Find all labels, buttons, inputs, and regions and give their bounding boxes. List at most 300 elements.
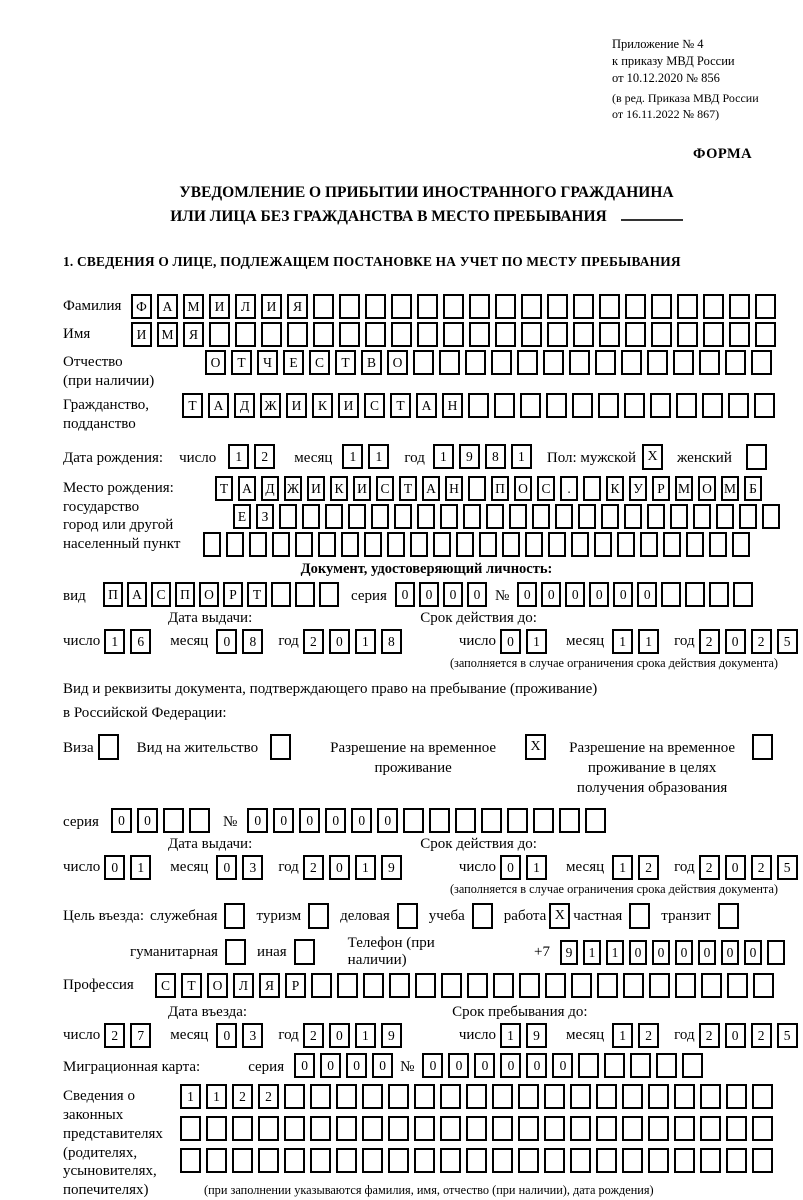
char-cell[interactable] [570, 1148, 591, 1173]
char-cell[interactable] [492, 1148, 513, 1173]
char-cell[interactable] [433, 532, 451, 557]
char-cell[interactable] [548, 532, 566, 557]
char-cell[interactable]: 1 [355, 629, 376, 654]
char-cell[interactable]: 9 [560, 940, 578, 965]
char-cell[interactable]: 0 [448, 1053, 469, 1078]
char-cell[interactable] [675, 973, 696, 998]
char-cell[interactable]: 3 [242, 1023, 263, 1048]
char-cell[interactable] [389, 973, 410, 998]
char-cell[interactable] [596, 1116, 617, 1141]
char-cell[interactable] [622, 1084, 643, 1109]
char-cell[interactable] [604, 1053, 625, 1078]
char-cell[interactable] [519, 973, 540, 998]
char-cell[interactable]: А [127, 582, 147, 607]
char-cell[interactable] [739, 504, 757, 529]
char-cell[interactable] [336, 1116, 357, 1141]
char-cell[interactable] [279, 504, 297, 529]
char-cell[interactable] [544, 1084, 565, 1109]
char-cell[interactable] [371, 504, 389, 529]
char-cell[interactable]: 9 [381, 1023, 402, 1048]
char-cell[interactable]: 2 [232, 1084, 253, 1109]
char-cell[interactable]: А [208, 393, 229, 418]
char-cell[interactable] [180, 1116, 201, 1141]
char-cell[interactable] [271, 582, 291, 607]
char-cell[interactable]: Д [261, 476, 279, 501]
char-cell[interactable] [752, 1084, 773, 1109]
char-cell[interactable] [622, 1116, 643, 1141]
char-cell[interactable] [601, 504, 619, 529]
char-cell[interactable] [751, 350, 772, 375]
char-cell[interactable]: 5 [777, 855, 798, 880]
char-cell[interactable] [623, 973, 644, 998]
char-cell[interactable]: 2 [638, 1023, 659, 1048]
char-cell[interactable]: А [238, 476, 256, 501]
char-cell[interactable]: И [353, 476, 371, 501]
char-cell[interactable] [726, 1148, 747, 1173]
char-cell[interactable] [733, 582, 753, 607]
char-cell[interactable]: Р [285, 973, 306, 998]
char-cell[interactable] [491, 350, 512, 375]
char-cell[interactable] [336, 1148, 357, 1173]
char-cell[interactable] [755, 294, 776, 319]
char-cell[interactable]: 5 [777, 629, 798, 654]
char-cell[interactable] [677, 294, 698, 319]
char-cell[interactable] [325, 504, 343, 529]
char-cell[interactable] [507, 808, 528, 833]
char-cell[interactable]: 1 [500, 1023, 521, 1048]
char-cell[interactable]: 0 [377, 808, 398, 833]
char-cell[interactable]: 0 [526, 1053, 547, 1078]
char-cell[interactable]: Т [231, 350, 252, 375]
residence-permit-checkbox[interactable] [270, 734, 291, 760]
char-cell[interactable] [348, 504, 366, 529]
char-cell[interactable]: И [131, 322, 152, 347]
char-cell[interactable]: 2 [638, 855, 659, 880]
char-cell[interactable] [729, 322, 750, 347]
char-cell[interactable]: 1 [612, 855, 633, 880]
char-cell[interactable] [362, 1116, 383, 1141]
char-cell[interactable] [647, 504, 665, 529]
char-cell[interactable] [365, 294, 386, 319]
char-cell[interactable]: 0 [552, 1053, 573, 1078]
char-cell[interactable]: 2 [303, 855, 324, 880]
char-cell[interactable] [570, 1116, 591, 1141]
char-cell[interactable] [363, 973, 384, 998]
char-cell[interactable]: Н [442, 393, 463, 418]
char-cell[interactable] [755, 322, 776, 347]
char-cell[interactable] [752, 1116, 773, 1141]
char-cell[interactable] [693, 504, 711, 529]
char-cell[interactable]: 2 [254, 444, 275, 469]
char-cell[interactable] [676, 393, 697, 418]
char-cell[interactable]: С [364, 393, 385, 418]
char-cell[interactable] [272, 532, 290, 557]
char-cell[interactable] [640, 532, 658, 557]
char-cell[interactable] [647, 350, 668, 375]
char-cell[interactable]: 1 [526, 855, 547, 880]
char-cell[interactable]: 2 [751, 629, 772, 654]
char-cell[interactable] [387, 532, 405, 557]
char-cell[interactable]: В [361, 350, 382, 375]
char-cell[interactable] [686, 532, 704, 557]
char-cell[interactable] [709, 532, 727, 557]
char-cell[interactable] [388, 1084, 409, 1109]
char-cell[interactable] [596, 1148, 617, 1173]
char-cell[interactable] [163, 808, 184, 833]
char-cell[interactable] [440, 1148, 461, 1173]
char-cell[interactable] [486, 504, 504, 529]
char-cell[interactable] [594, 532, 612, 557]
char-cell[interactable]: Д [234, 393, 255, 418]
char-cell[interactable]: Т [215, 476, 233, 501]
char-cell[interactable] [651, 322, 672, 347]
char-cell[interactable] [726, 1084, 747, 1109]
char-cell[interactable]: 1 [511, 444, 532, 469]
char-cell[interactable]: 0 [721, 940, 739, 965]
char-cell[interactable] [555, 504, 573, 529]
char-cell[interactable] [677, 322, 698, 347]
char-cell[interactable] [502, 532, 520, 557]
char-cell[interactable] [429, 808, 450, 833]
char-cell[interactable]: П [103, 582, 123, 607]
char-cell[interactable]: О [698, 476, 716, 501]
char-cell[interactable] [573, 322, 594, 347]
char-cell[interactable]: 3 [242, 855, 263, 880]
char-cell[interactable] [180, 1148, 201, 1173]
char-cell[interactable]: . [560, 476, 578, 501]
char-cell[interactable] [670, 504, 688, 529]
char-cell[interactable] [762, 504, 780, 529]
char-cell[interactable] [597, 973, 618, 998]
char-cell[interactable] [624, 393, 645, 418]
char-cell[interactable] [403, 808, 424, 833]
char-cell[interactable] [682, 1053, 703, 1078]
char-cell[interactable]: 5 [777, 1023, 798, 1048]
char-cell[interactable]: С [309, 350, 330, 375]
char-cell[interactable]: 1 [526, 629, 547, 654]
char-cell[interactable] [336, 1084, 357, 1109]
char-cell[interactable] [663, 532, 681, 557]
char-cell[interactable] [753, 973, 774, 998]
char-cell[interactable]: С [537, 476, 555, 501]
char-cell[interactable] [362, 1148, 383, 1173]
char-cell[interactable] [337, 973, 358, 998]
sex-male-checkbox[interactable]: X [642, 444, 663, 470]
char-cell[interactable] [414, 1084, 435, 1109]
char-cell[interactable]: 9 [526, 1023, 547, 1048]
char-cell[interactable]: С [151, 582, 171, 607]
char-cell[interactable]: О [205, 350, 226, 375]
char-cell[interactable]: 1 [368, 444, 389, 469]
char-cell[interactable] [249, 532, 267, 557]
char-cell[interactable] [729, 294, 750, 319]
char-cell[interactable]: 2 [303, 1023, 324, 1048]
char-cell[interactable]: Ф [131, 294, 152, 319]
char-cell[interactable] [585, 808, 606, 833]
char-cell[interactable] [572, 393, 593, 418]
char-cell[interactable] [518, 1148, 539, 1173]
char-cell[interactable] [413, 350, 434, 375]
char-cell[interactable]: 0 [395, 582, 415, 607]
char-cell[interactable] [466, 1148, 487, 1173]
char-cell[interactable]: Ч [257, 350, 278, 375]
char-cell[interactable] [410, 532, 428, 557]
char-cell[interactable] [578, 1053, 599, 1078]
char-cell[interactable]: К [606, 476, 624, 501]
char-cell[interactable] [311, 973, 332, 998]
char-cell[interactable] [520, 393, 541, 418]
char-cell[interactable]: И [261, 294, 282, 319]
char-cell[interactable]: 0 [216, 1023, 237, 1048]
char-cell[interactable] [673, 350, 694, 375]
char-cell[interactable] [595, 350, 616, 375]
char-cell[interactable] [494, 393, 515, 418]
char-cell[interactable] [468, 476, 486, 501]
char-cell[interactable]: 2 [258, 1084, 279, 1109]
char-cell[interactable] [509, 504, 527, 529]
char-cell[interactable] [206, 1116, 227, 1141]
char-cell[interactable]: Т [399, 476, 417, 501]
char-cell[interactable]: 0 [652, 940, 670, 965]
char-cell[interactable]: Т [335, 350, 356, 375]
char-cell[interactable] [517, 350, 538, 375]
char-cell[interactable]: О [387, 350, 408, 375]
char-cell[interactable]: Б [744, 476, 762, 501]
char-cell[interactable] [415, 973, 436, 998]
char-cell[interactable] [599, 322, 620, 347]
char-cell[interactable] [625, 322, 646, 347]
char-cell[interactable] [284, 1116, 305, 1141]
char-cell[interactable]: 0 [541, 582, 561, 607]
char-cell[interactable] [732, 532, 750, 557]
char-cell[interactable]: 1 [612, 1023, 633, 1048]
char-cell[interactable]: 0 [675, 940, 693, 965]
char-cell[interactable] [466, 1084, 487, 1109]
char-cell[interactable] [310, 1116, 331, 1141]
char-cell[interactable] [235, 322, 256, 347]
purpose-commercial-checkbox[interactable] [397, 903, 418, 929]
char-cell[interactable]: Л [235, 294, 256, 319]
char-cell[interactable] [648, 1084, 669, 1109]
char-cell[interactable] [341, 532, 359, 557]
char-cell[interactable] [287, 322, 308, 347]
char-cell[interactable] [617, 532, 635, 557]
char-cell[interactable]: 0 [474, 1053, 495, 1078]
char-cell[interactable] [545, 973, 566, 998]
char-cell[interactable] [209, 322, 230, 347]
char-cell[interactable] [479, 532, 497, 557]
char-cell[interactable] [439, 350, 460, 375]
char-cell[interactable] [703, 322, 724, 347]
char-cell[interactable] [295, 582, 315, 607]
char-cell[interactable]: 0 [320, 1053, 341, 1078]
char-cell[interactable] [463, 504, 481, 529]
char-cell[interactable]: 8 [485, 444, 506, 469]
char-cell[interactable] [571, 973, 592, 998]
char-cell[interactable] [362, 1084, 383, 1109]
char-cell[interactable] [388, 1148, 409, 1173]
char-cell[interactable]: 2 [699, 855, 720, 880]
char-cell[interactable] [465, 350, 486, 375]
char-cell[interactable]: 1 [342, 444, 363, 469]
char-cell[interactable]: М [183, 294, 204, 319]
char-cell[interactable] [391, 322, 412, 347]
char-cell[interactable]: П [491, 476, 509, 501]
char-cell[interactable] [440, 504, 458, 529]
char-cell[interactable] [702, 393, 723, 418]
char-cell[interactable]: К [312, 393, 333, 418]
char-cell[interactable] [709, 582, 729, 607]
char-cell[interactable]: 8 [381, 629, 402, 654]
char-cell[interactable]: 0 [299, 808, 320, 833]
char-cell[interactable]: 0 [329, 1023, 350, 1048]
char-cell[interactable]: 8 [242, 629, 263, 654]
char-cell[interactable] [625, 294, 646, 319]
char-cell[interactable] [651, 294, 672, 319]
char-cell[interactable]: 0 [517, 582, 537, 607]
char-cell[interactable] [232, 1148, 253, 1173]
purpose-transit-checkbox[interactable] [718, 903, 739, 929]
char-cell[interactable] [313, 294, 334, 319]
char-cell[interactable] [493, 973, 514, 998]
char-cell[interactable]: 2 [699, 629, 720, 654]
char-cell[interactable]: 0 [443, 582, 463, 607]
char-cell[interactable]: О [199, 582, 219, 607]
char-cell[interactable] [596, 1084, 617, 1109]
char-cell[interactable]: 0 [725, 629, 746, 654]
char-cell[interactable]: Р [223, 582, 243, 607]
char-cell[interactable] [650, 393, 671, 418]
temp-residence-checkbox[interactable]: X [525, 734, 546, 760]
char-cell[interactable] [700, 1084, 721, 1109]
char-cell[interactable]: 0 [329, 629, 350, 654]
char-cell[interactable]: 1 [606, 940, 624, 965]
char-cell[interactable]: А [157, 294, 178, 319]
char-cell[interactable] [339, 322, 360, 347]
char-cell[interactable]: 0 [111, 808, 132, 833]
char-cell[interactable] [189, 808, 210, 833]
char-cell[interactable] [525, 532, 543, 557]
char-cell[interactable]: Н [445, 476, 463, 501]
char-cell[interactable]: М [157, 322, 178, 347]
char-cell[interactable] [258, 1148, 279, 1173]
char-cell[interactable]: С [376, 476, 394, 501]
char-cell[interactable]: О [514, 476, 532, 501]
char-cell[interactable] [226, 532, 244, 557]
char-cell[interactable]: 2 [751, 1023, 772, 1048]
char-cell[interactable] [685, 582, 705, 607]
char-cell[interactable]: 6 [130, 629, 151, 654]
char-cell[interactable]: К [330, 476, 348, 501]
sex-female-checkbox[interactable] [746, 444, 767, 470]
char-cell[interactable]: 0 [725, 855, 746, 880]
char-cell[interactable] [727, 973, 748, 998]
char-cell[interactable]: 0 [351, 808, 372, 833]
char-cell[interactable]: 1 [104, 629, 125, 654]
char-cell[interactable] [630, 1053, 651, 1078]
purpose-private-checkbox[interactable] [629, 903, 650, 929]
char-cell[interactable] [319, 582, 339, 607]
char-cell[interactable] [700, 1148, 721, 1173]
char-cell[interactable] [443, 322, 464, 347]
char-cell[interactable] [754, 393, 775, 418]
char-cell[interactable]: 0 [294, 1053, 315, 1078]
char-cell[interactable] [547, 322, 568, 347]
char-cell[interactable]: 0 [744, 940, 762, 965]
char-cell[interactable] [443, 294, 464, 319]
char-cell[interactable] [547, 294, 568, 319]
char-cell[interactable] [544, 1116, 565, 1141]
char-cell[interactable]: 0 [419, 582, 439, 607]
char-cell[interactable]: 0 [422, 1053, 443, 1078]
char-cell[interactable] [661, 582, 681, 607]
char-cell[interactable] [468, 393, 489, 418]
char-cell[interactable]: 0 [329, 855, 350, 880]
char-cell[interactable] [455, 808, 476, 833]
char-cell[interactable]: 0 [565, 582, 585, 607]
char-cell[interactable]: 0 [637, 582, 657, 607]
char-cell[interactable] [700, 1116, 721, 1141]
char-cell[interactable]: 1 [433, 444, 454, 469]
char-cell[interactable] [466, 1116, 487, 1141]
char-cell[interactable] [598, 393, 619, 418]
char-cell[interactable]: 0 [613, 582, 633, 607]
visa-checkbox[interactable] [98, 734, 119, 760]
char-cell[interactable] [622, 1148, 643, 1173]
char-cell[interactable] [414, 1116, 435, 1141]
char-cell[interactable] [701, 973, 722, 998]
char-cell[interactable]: 1 [355, 1023, 376, 1048]
char-cell[interactable] [414, 1148, 435, 1173]
char-cell[interactable]: 1 [206, 1084, 227, 1109]
char-cell[interactable] [391, 294, 412, 319]
char-cell[interactable] [674, 1084, 695, 1109]
char-cell[interactable]: 1 [180, 1084, 201, 1109]
char-cell[interactable] [533, 808, 554, 833]
char-cell[interactable] [258, 1116, 279, 1141]
char-cell[interactable] [559, 808, 580, 833]
char-cell[interactable]: 0 [216, 629, 237, 654]
char-cell[interactable]: Я [287, 294, 308, 319]
char-cell[interactable] [481, 808, 502, 833]
char-cell[interactable]: Т [390, 393, 411, 418]
purpose-other-checkbox[interactable] [294, 939, 315, 965]
char-cell[interactable] [726, 1116, 747, 1141]
purpose-work-checkbox[interactable]: X [549, 903, 570, 929]
char-cell[interactable]: 0 [325, 808, 346, 833]
char-cell[interactable]: 1 [228, 444, 249, 469]
char-cell[interactable] [649, 973, 670, 998]
char-cell[interactable]: 1 [583, 940, 601, 965]
char-cell[interactable]: 0 [725, 1023, 746, 1048]
char-cell[interactable]: 0 [216, 855, 237, 880]
char-cell[interactable]: И [209, 294, 230, 319]
char-cell[interactable]: 2 [303, 629, 324, 654]
char-cell[interactable] [469, 322, 490, 347]
char-cell[interactable] [339, 294, 360, 319]
char-cell[interactable] [570, 1084, 591, 1109]
char-cell[interactable] [232, 1116, 253, 1141]
char-cell[interactable]: А [416, 393, 437, 418]
char-cell[interactable]: Ж [284, 476, 302, 501]
char-cell[interactable]: 9 [459, 444, 480, 469]
char-cell[interactable] [495, 322, 516, 347]
char-cell[interactable] [521, 294, 542, 319]
purpose-tourism-checkbox[interactable] [308, 903, 329, 929]
char-cell[interactable] [648, 1148, 669, 1173]
char-cell[interactable] [467, 973, 488, 998]
char-cell[interactable] [302, 504, 320, 529]
